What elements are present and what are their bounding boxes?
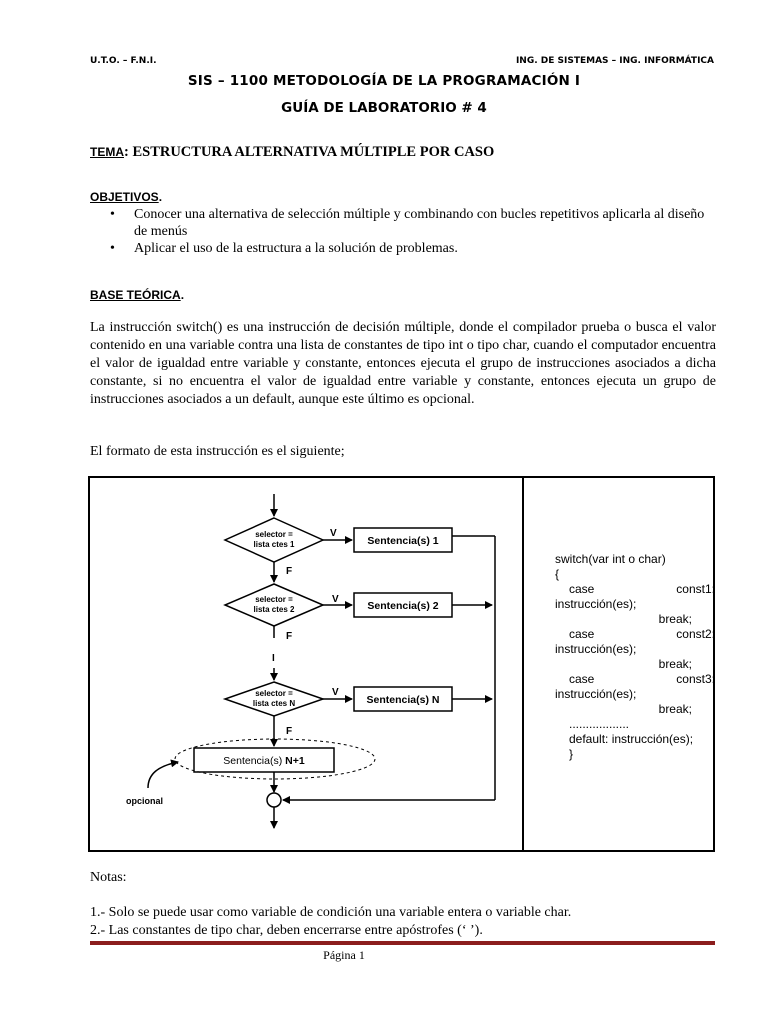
decision-n-line2: lista ctes N	[252, 699, 296, 708]
code-line: ..................	[569, 717, 630, 731]
header-institution: U.T.O. – F.N.I.	[90, 56, 157, 66]
ellipsis-mark: I	[272, 653, 275, 664]
code-line: switch(var int o char)	[555, 552, 666, 566]
objective-item: • Conocer una alternativa de selección múltiple y combinando con bucles repetitivos aplicarla al diseño de menús	[90, 206, 716, 240]
code-line: instrucción(es);	[555, 687, 637, 701]
theory-paragraph: La instrucción switch() es una instrucción de decisión múltiple, donde el compilador prueba o busca el valor contenido en una variable contra una lista de constantes de tipo int o tipo char, cuando el computador encuentra el valor de igualdad entre variable y constante, entonces ejecuta el grupo de instrucciones asociados a dicha constante, si no encuentra el valor de igualdad entre variable y constante, entonces ejecuta un grupo de instrucciones asociados a un default, aunque este último es opcional.	[90, 320, 716, 407]
footer-rule	[90, 941, 715, 945]
note-2: 2.- Las constantes de tipo char, deben encerrarse entre apóstrofes (‘ ’).	[90, 923, 483, 938]
objectives-list	[90, 206, 716, 257]
code-line: instrucción(es);	[555, 597, 637, 611]
switch-flowchart	[90, 478, 520, 850]
notes-heading: Notas:	[90, 870, 127, 885]
default-sentence-label: Sentencia(s) N+1	[223, 755, 305, 767]
table-divider	[522, 476, 524, 852]
document-title: SIS – 1100 METODOLOGÍA DE LA PROGRAMACIÓN I	[187, 73, 581, 89]
sentence-n-label: Sentencia(s) N	[366, 694, 440, 706]
sentence-1-label: Sentencia(s) 1	[367, 535, 439, 547]
code-line: break;	[658, 657, 692, 671]
topic-text: : ESTRUCTURA ALTERNATIVA MÚLTIPLE POR CASO	[124, 144, 495, 160]
objective-item: • Aplicar el uso de la estructura a la solución de problemas.	[90, 240, 716, 257]
topic-label: TEMA	[90, 145, 124, 159]
format-intro: El formato de esta instrucción es el siguiente;	[90, 444, 345, 459]
code-line: {	[555, 567, 560, 581]
decision-1-line2: lista ctes 1	[253, 540, 295, 549]
sentence-2-label: Sentencia(s) 2	[367, 600, 439, 612]
code-line: instrucción(es);	[555, 642, 637, 656]
decision-2-line1: selector =	[255, 595, 293, 604]
true-label-2: V	[332, 594, 339, 605]
code-case-1: case const1:	[569, 582, 715, 596]
document-subtitle: GUÍA DE LABORATORIO # 4	[281, 100, 487, 116]
topic-line	[90, 144, 494, 161]
optional-pointer	[148, 762, 178, 788]
decision-2-line2: lista ctes 2	[253, 605, 295, 614]
code-line: break;	[658, 702, 692, 716]
false-label-2: F	[286, 631, 293, 642]
code-case-3: case const3:	[569, 672, 715, 686]
true-label-1: V	[330, 528, 337, 539]
page-number: Página 1	[323, 948, 365, 962]
decision-1-line1: selector =	[255, 530, 293, 539]
switch-syntax	[555, 552, 715, 762]
note-1: 1.- Solo se puede usar como variable de condición una variable entera o variable char.	[90, 905, 572, 920]
theory-heading: BASE TEÓRICA.	[90, 288, 185, 302]
false-label-n: F	[286, 726, 293, 737]
code-line: }	[569, 747, 574, 761]
false-label-1: F	[286, 566, 293, 577]
optional-label: opcional	[126, 796, 164, 806]
code-case-2: case const2:	[569, 627, 715, 641]
merge-connector	[267, 793, 281, 807]
objectives-heading: OBJETIVOS.	[90, 190, 163, 204]
code-line: default: instrucción(es);	[569, 732, 694, 746]
code-line: break;	[658, 612, 692, 626]
decision-n-line1: selector =	[255, 689, 293, 698]
true-label-n: V	[332, 687, 339, 698]
header-career: ING. DE SISTEMAS – ING. INFORMÁTICA	[515, 56, 714, 66]
